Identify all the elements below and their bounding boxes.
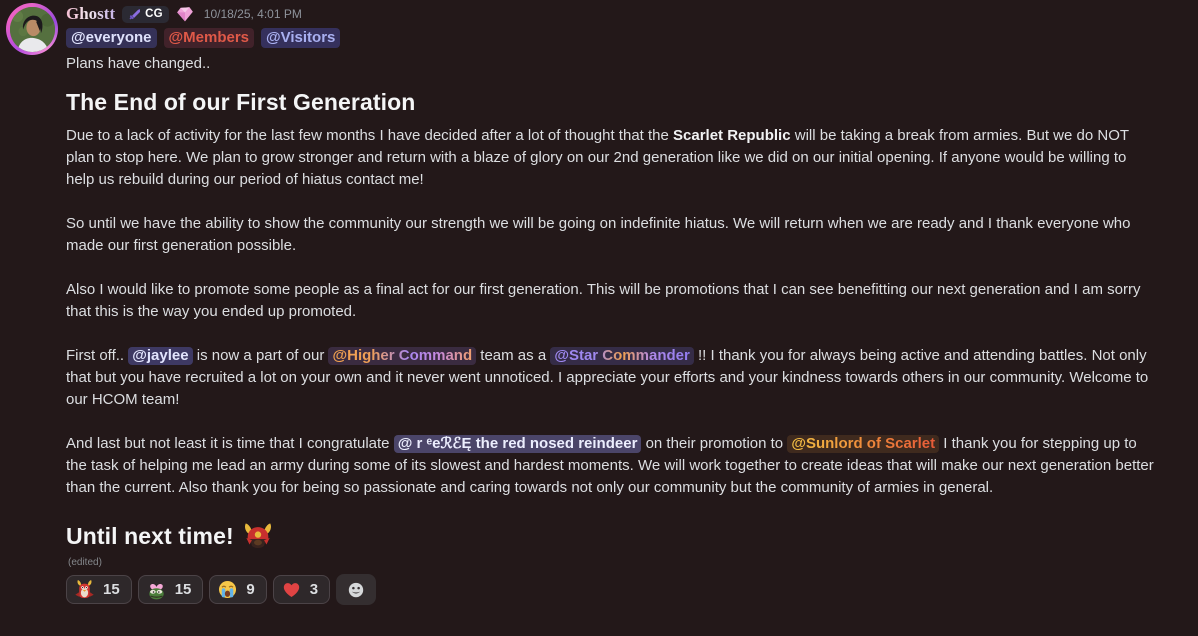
reactions-bar xyxy=(66,574,1156,605)
pepe-heart-emoji xyxy=(146,579,167,600)
heading-until-next-time xyxy=(66,521,1156,551)
mentions-row xyxy=(66,28,1156,48)
paragraph-text: And last but not least it is time that I congratulate xyxy=(66,435,394,452)
heading-end-of-first-generation: The End of our First Generation xyxy=(66,89,416,115)
smiley-add-reaction-icon xyxy=(346,580,366,600)
samurai-penguin-emoji xyxy=(243,521,273,551)
reaction-pepe-heart[interactable] xyxy=(138,575,204,604)
dagger-icon xyxy=(128,8,141,21)
username[interactable]: Ghostt xyxy=(66,4,116,23)
paragraph-text: First off.. xyxy=(66,347,129,364)
paragraph-text: I thank you for stepping up to the task of helping me lead an army during some of its slowest and hardest moments. We will work together to create ideas that will make our next generation better than the current. Also thank you for being so passionate and caring towards not only our community but the community of armies in general. xyxy=(66,435,1154,496)
clan-tag-label: CG xyxy=(145,8,163,20)
paragraph-text: Due to a lack of activity for the last few months I have decided after a lot of thought that the xyxy=(66,127,674,144)
avatar-portrait-graphic xyxy=(10,7,55,52)
mention-members[interactable]: @Members xyxy=(164,28,255,48)
edited-label: (edited) xyxy=(68,557,102,568)
pink-gem-icon xyxy=(176,5,194,23)
red-heart-emoji xyxy=(281,579,302,600)
reaction-scarlet-samurai[interactable] xyxy=(66,575,132,604)
reaction-count: 3 xyxy=(309,581,319,598)
paragraph-2: So until we have the ability to show the community our strength we will be going on indefinite hiatus. We will return when we are ready and I thank everyone who made our first generation possible. xyxy=(66,215,1131,254)
mention-reindeer-user[interactable]: @ r ᵉeℛℰĘ the red nosed reindeer xyxy=(394,435,642,453)
reaction-count: 15 xyxy=(103,581,120,598)
sobbing-face-emoji xyxy=(217,579,238,600)
reaction-count: 9 xyxy=(246,581,255,598)
mention-higher-command[interactable] xyxy=(328,347,476,365)
mention-sunlord-label: @Sunlord of Scarlet xyxy=(791,435,936,452)
message-header xyxy=(66,3,1156,25)
add-reaction-button[interactable] xyxy=(336,574,376,605)
reaction-heart[interactable] xyxy=(273,575,330,604)
mention-higher-command-label: @Higher Command xyxy=(332,347,473,364)
paragraph-4 xyxy=(66,345,1156,411)
paragraph-1 xyxy=(66,125,1156,191)
mention-star-commander[interactable] xyxy=(550,347,694,365)
paragraph-5 xyxy=(66,433,1156,499)
paragraph-text: will be taking a break from armies. But we do NOT plan to stop here. We plan to grow stronger and return with a blaze of glory on our 2nd generation like we did on our initial opening. If anyone would be willing to help us rebuild during our period of hiatus contact me! xyxy=(66,127,1129,188)
paragraph-text: !! I thank you for always being active and attending battles. Not only that but you have recruited a lot on your own and it never went unnoticed. I appreciate your efforts and your kindness towards others in our community. Welcome to our HCOM team! xyxy=(66,347,1149,408)
paragraph-3: Also I would like to promote some people as a final act for our first generation. This will be promotions that I can see benefitting our next generation and I am sorry that this is the way you ended up promoted. xyxy=(66,281,1141,320)
paragraph-text: team as a xyxy=(476,347,551,364)
mention-everyone[interactable]: @everyone xyxy=(66,28,157,48)
avatar-photo xyxy=(10,7,55,52)
scarlet-samurai-penguin-emoji xyxy=(74,579,95,600)
bold-scarlet-republic: Scarlet Republic xyxy=(673,127,791,144)
clan-tag-badge[interactable] xyxy=(122,6,169,23)
reaction-sobbing[interactable] xyxy=(209,575,266,604)
avatar[interactable] xyxy=(6,3,58,55)
mention-star-commander-label: @Star Commander xyxy=(554,347,690,364)
paragraph-text: on their promotion to xyxy=(641,435,788,452)
mention-visitors[interactable]: @Visitors xyxy=(261,28,340,48)
reaction-count: 15 xyxy=(174,581,192,598)
paragraph-text: is now a part of our xyxy=(192,347,329,364)
mention-jaylee[interactable]: @jaylee xyxy=(128,347,192,365)
mention-sunlord-of-scarlet[interactable] xyxy=(787,435,939,453)
timestamp: 10/18/25, 4:01 PM xyxy=(203,7,302,21)
intro-line: Plans have changed.. xyxy=(66,55,211,72)
heading2-text: Until next time! xyxy=(66,522,234,549)
